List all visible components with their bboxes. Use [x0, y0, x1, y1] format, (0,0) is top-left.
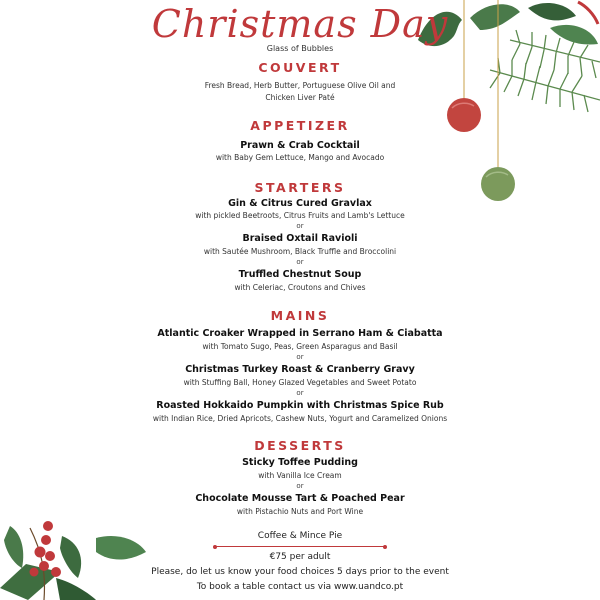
menu-title: Christmas Day	[151, 2, 449, 46]
section-heading-starters: STARTERS	[254, 180, 346, 195]
dish-description: with Sautée Mushroom, Black Truffle and Broccolini	[203, 247, 397, 256]
booking-note: Please, do let us know your food choices 5 days prior to the event	[151, 567, 449, 577]
or-separator: or	[296, 389, 304, 397]
booking-contact: To book a table contact us via www.uandco.pt	[196, 582, 404, 592]
dish-name: Gin & Citrus Cured Gravlax	[228, 198, 372, 209]
dish-name: Prawn & Crab Cocktail	[240, 140, 360, 151]
dish-name: Braised Oxtail Ravioli	[242, 233, 358, 244]
dish-description: with pickled Beetroots, Citrus Fruits and Lamb's Lettuce	[195, 211, 405, 220]
section-heading-appetizer: APPETIZER	[250, 118, 350, 133]
divider-line	[216, 546, 384, 547]
dish-description: with Stuffing Ball, Honey Glazed Vegetables and Sweet Potato	[183, 378, 417, 387]
or-separator: or	[296, 222, 304, 230]
or-separator: or	[296, 482, 304, 490]
couvert-line-2: Chicken Liver Paté	[265, 93, 335, 102]
dish-name: Christmas Turkey Roast & Cranberry Gravy	[185, 364, 415, 375]
dish-description: with Tomato Sugo, Peas, Green Asparagus and Basil	[202, 342, 398, 351]
or-separator: or	[296, 258, 304, 266]
couvert-line-1: Fresh Bread, Herb Butter, Portuguese Olive Oil and	[204, 81, 396, 90]
price: €75 per adult	[269, 552, 331, 562]
dish-description: with Vanilla Ice Cream	[258, 471, 342, 480]
dish-name: Chocolate Mousse Tart & Poached Pear	[195, 493, 405, 504]
section-heading-desserts: DESSERTS	[254, 438, 346, 453]
divider-dot-right	[383, 545, 387, 549]
dish-name: Roasted Hokkaido Pumpkin with Christmas Spice Rub	[156, 400, 444, 411]
section-heading-couvert: COUVERT	[258, 60, 342, 75]
dish-name: Sticky Toffee Pudding	[242, 457, 358, 468]
dish-name: Truffled Chestnut Soup	[238, 269, 362, 280]
coffee-line: Coffee & Mince Pie	[257, 531, 343, 541]
section-heading-mains: MAINS	[270, 308, 330, 323]
dish-description: with Celeriac, Croutons and Chives	[234, 283, 366, 292]
dish-description: with Indian Rice, Dried Apricots, Cashew Nuts, Yogurt and Caramelized Onions	[152, 414, 448, 423]
or-separator: or	[296, 353, 304, 361]
subtitle: Glass of Bubbles	[266, 44, 334, 53]
dish-description: with Baby Gem Lettuce, Mango and Avocado	[215, 153, 385, 162]
dish-description: with Pistachio Nuts and Port Wine	[236, 507, 364, 516]
dish-name: Atlantic Croaker Wrapped in Serrano Ham & Ciabatta	[157, 328, 443, 339]
